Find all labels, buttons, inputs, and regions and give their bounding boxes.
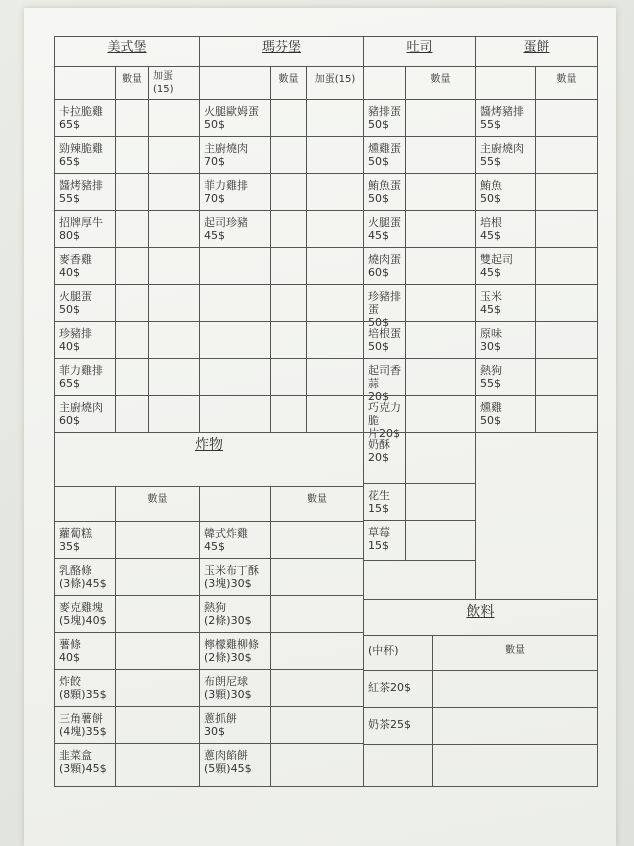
qty-cell[interactable] [405, 210, 476, 248]
american-item: 麥香雞 40$ [54, 247, 116, 285]
toast-item: 巧克力脆 片20$ [363, 395, 406, 433]
qty-cell[interactable] [270, 99, 307, 137]
fried-item: 薯條 40$ [54, 632, 116, 670]
eggcake-item: 熱狗 55$ [475, 358, 536, 396]
qty-cell[interactable] [432, 670, 598, 708]
qty-cell[interactable] [535, 136, 598, 174]
muffin-blank-cell [199, 321, 271, 359]
muffin-item: 火腿歐姆蛋 50$ [199, 99, 271, 137]
qty-cell[interactable] [535, 321, 598, 359]
qty-cell[interactable] [405, 483, 476, 521]
american-egg-label: 加蛋 (15) [148, 66, 200, 100]
toast-item: 花生 15$ [363, 483, 406, 521]
muffin-blank-cell [199, 395, 271, 433]
egg-cell[interactable] [306, 321, 364, 359]
qty-cell[interactable] [270, 632, 364, 670]
american-item: 卡拉脆雞 65$ [54, 99, 116, 137]
eggcake-label-blank [475, 66, 536, 100]
fried-qty-label: 數量 [115, 486, 200, 522]
muffin-item: 菲力雞排 70$ [199, 173, 271, 211]
qty-cell[interactable] [535, 284, 598, 322]
muffin-blank-cell [199, 358, 271, 396]
american-item: 菲力雞排 65$ [54, 358, 116, 396]
qty-cell[interactable] [270, 173, 307, 211]
eggcake-blank-cell [475, 432, 598, 600]
qty-cell[interactable] [270, 558, 364, 596]
fried-qty-label: 數量 [270, 486, 364, 522]
american-label-blank [54, 66, 116, 100]
qty-cell[interactable] [115, 706, 200, 744]
fried-item: 蔥肉餡餅 (5顆)45$ [199, 743, 271, 787]
egg-cell[interactable] [306, 358, 364, 396]
american-burger-header: 美式堡 [54, 36, 200, 67]
qty-cell[interactable] [115, 595, 200, 633]
muffin-burger-header: 瑪芬堡 [199, 36, 364, 67]
qty-cell[interactable] [115, 743, 200, 787]
fried-item: 蔥抓餅 30$ [199, 706, 271, 744]
qty-cell[interactable] [115, 521, 200, 559]
qty-cell[interactable] [270, 358, 307, 396]
muffin-item: 主廚燒肉 70$ [199, 136, 271, 174]
fried-label-blank [54, 486, 116, 522]
muffin-blank-cell [199, 284, 271, 322]
american-item: 火腿蛋 50$ [54, 284, 116, 322]
qty-cell[interactable] [535, 247, 598, 285]
fried-item: 三角薯餅 (4塊)35$ [54, 706, 116, 744]
egg-cell[interactable] [148, 173, 200, 211]
qty-cell[interactable] [115, 358, 149, 396]
eggcake-item: 燻雞 50$ [475, 395, 536, 433]
drink-item: 奶茶25$ [363, 707, 433, 745]
egg-cell[interactable] [148, 210, 200, 248]
fried-item: 韭菜盒 (3顆)45$ [54, 743, 116, 787]
qty-cell[interactable] [115, 284, 149, 322]
qty-cell[interactable] [270, 595, 364, 633]
egg-cell[interactable] [148, 99, 200, 137]
qty-cell[interactable] [270, 136, 307, 174]
american-item: 珍豬排 40$ [54, 321, 116, 359]
egg-cell[interactable] [306, 284, 364, 322]
toast-item: 培根蛋 50$ [363, 321, 406, 359]
egg-cell[interactable] [306, 173, 364, 211]
qty-cell[interactable] [115, 669, 200, 707]
qty-cell[interactable] [535, 395, 598, 433]
qty-cell[interactable] [270, 284, 307, 322]
qty-cell[interactable] [270, 706, 364, 744]
drink-size-label: (中杯) [363, 635, 433, 671]
qty-cell[interactable] [270, 321, 307, 359]
drinks-header: 飲料 [363, 599, 598, 636]
fried-item: 檸檬雞柳條 (2條)30$ [199, 632, 271, 670]
fried-item: 蘿蔔糕 35$ [54, 521, 116, 559]
toast-item: 火腿蛋 45$ [363, 210, 406, 248]
american-item: 主廚燒肉 60$ [54, 395, 116, 433]
qty-cell[interactable] [405, 358, 476, 396]
drink-qty-label: 數量 [432, 635, 598, 671]
qty-cell[interactable] [270, 395, 307, 433]
qty-cell[interactable] [432, 744, 598, 787]
muffin-egg-label: 加蛋(15) [306, 66, 364, 100]
fried-header: 炸物 [54, 432, 364, 487]
egg-cell[interactable] [148, 321, 200, 359]
egg-cell[interactable] [148, 136, 200, 174]
qty-cell[interactable] [405, 173, 476, 211]
egg-cell[interactable] [148, 247, 200, 285]
qty-cell[interactable] [115, 558, 200, 596]
american-item: 招牌厚牛 80$ [54, 210, 116, 248]
eggcake-item: 培根 45$ [475, 210, 536, 248]
american-qty-label: 數量 [115, 66, 149, 100]
qty-cell[interactable] [405, 99, 476, 137]
qty-cell[interactable] [535, 173, 598, 211]
egg-cell[interactable] [148, 358, 200, 396]
fried-item: 韓式炸雞 45$ [199, 521, 271, 559]
american-item: 醬烤豬排 55$ [54, 173, 116, 211]
toast-item: 起司香蒜 20$ [363, 358, 406, 396]
muffin-blank-cell [199, 247, 271, 285]
toast-item: 燻雞蛋 50$ [363, 136, 406, 174]
egg-cell[interactable] [306, 395, 364, 433]
muffin-item: 起司珍豬 45$ [199, 210, 271, 248]
qty-cell[interactable] [405, 321, 476, 359]
muffin-label-blank [199, 66, 271, 100]
qty-cell[interactable] [115, 632, 200, 670]
qty-cell[interactable] [270, 247, 307, 285]
drink-blank-cell [363, 744, 433, 787]
qty-cell[interactable] [535, 99, 598, 137]
drinks-blank-cell [363, 560, 476, 600]
eggcake-item: 醬烤豬排 55$ [475, 99, 536, 137]
egg-cell[interactable] [148, 395, 200, 433]
fried-label-blank [199, 486, 271, 522]
toast-item: 珍豬排蛋 50$ [363, 284, 406, 322]
egg-cell[interactable] [306, 99, 364, 137]
fried-item: 布朗尼球 (3顆)30$ [199, 669, 271, 707]
muffin-qty-label: 數量 [270, 66, 307, 100]
fried-item: 熱狗 (2條)30$ [199, 595, 271, 633]
qty-cell[interactable] [115, 136, 149, 174]
toast-qty-label: 數量 [405, 66, 476, 100]
qty-cell[interactable] [115, 99, 149, 137]
qty-cell[interactable] [270, 210, 307, 248]
drink-item: 紅茶20$ [363, 670, 433, 708]
qty-cell[interactable] [270, 743, 364, 787]
qty-cell[interactable] [405, 136, 476, 174]
eggcake-item: 雙起司 45$ [475, 247, 536, 285]
eggcake-item: 主廚燒肉 55$ [475, 136, 536, 174]
qty-cell[interactable] [405, 432, 476, 484]
menu-order-sheet [24, 8, 616, 846]
egg-pancake-header: 蛋餅 [475, 36, 598, 67]
eggcake-item: 玉米 45$ [475, 284, 536, 322]
egg-cell[interactable] [148, 284, 200, 322]
qty-cell[interactable] [405, 395, 476, 433]
qty-cell[interactable] [270, 521, 364, 559]
toast-item: 鮪魚蛋 50$ [363, 173, 406, 211]
toast-label-blank [363, 66, 406, 100]
qty-cell[interactable] [535, 210, 598, 248]
egg-cell[interactable] [306, 136, 364, 174]
eggcake-qty-label: 數量 [535, 66, 598, 100]
toast-item: 草莓 15$ [363, 520, 406, 561]
qty-cell[interactable] [115, 321, 149, 359]
fried-item: 炸餃 (8顆)35$ [54, 669, 116, 707]
qty-cell[interactable] [535, 358, 598, 396]
toast-item: 豬排蛋 50$ [363, 99, 406, 137]
qty-cell[interactable] [115, 173, 149, 211]
fried-item: 乳酪條 (3條)45$ [54, 558, 116, 596]
qty-cell[interactable] [115, 247, 149, 285]
egg-cell[interactable] [306, 247, 364, 285]
eggcake-item: 原味 30$ [475, 321, 536, 359]
qty-cell[interactable] [115, 395, 149, 433]
american-item: 勁辣脆雞 65$ [54, 136, 116, 174]
toast-item: 燒肉蛋 60$ [363, 247, 406, 285]
qty-cell[interactable] [405, 247, 476, 285]
eggcake-item: 鮪魚 50$ [475, 173, 536, 211]
fried-item: 麥克雞塊 (5塊)40$ [54, 595, 116, 633]
qty-cell[interactable] [405, 520, 476, 561]
qty-cell[interactable] [432, 707, 598, 745]
egg-cell[interactable] [306, 210, 364, 248]
fried-item: 玉米布丁酥 (3塊)30$ [199, 558, 271, 596]
toast-header: 吐司 [363, 36, 476, 67]
qty-cell[interactable] [115, 210, 149, 248]
qty-cell[interactable] [405, 284, 476, 322]
toast-item: 奶酥 20$ [363, 432, 406, 484]
qty-cell[interactable] [270, 669, 364, 707]
